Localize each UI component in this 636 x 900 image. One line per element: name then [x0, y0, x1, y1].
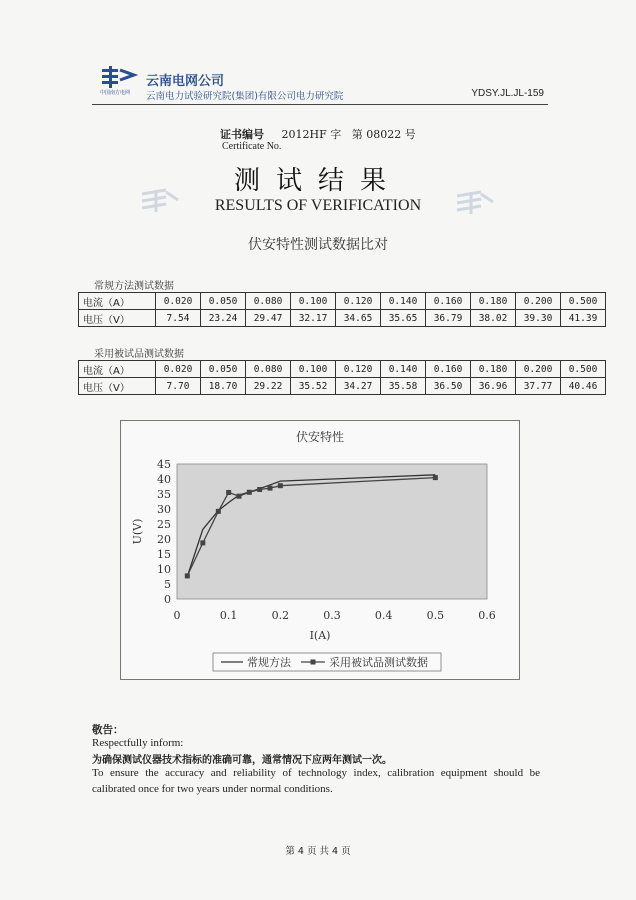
chart-svg: [121, 421, 519, 679]
cell: 0.160: [426, 361, 471, 378]
company-name: 云南电网公司: [146, 74, 225, 89]
document-number: YDSY.JL.JL-159: [471, 88, 544, 99]
y-tick-label: 20: [157, 533, 171, 546]
certificate-number-line: [220, 126, 416, 142]
x-tick-label: 0.4: [374, 609, 393, 622]
cell: 0.120: [336, 361, 381, 378]
certificate-number-prefix: 2012HF 字: [281, 128, 342, 141]
cell: 0.100: [291, 293, 336, 310]
data-point: [257, 487, 262, 492]
cell: 7.70: [156, 378, 201, 395]
x-axis-label: I(A): [309, 629, 331, 642]
cell: 0.020: [156, 293, 201, 310]
y-tick-label: 10: [157, 563, 171, 576]
y-tick-label: 0: [164, 593, 171, 606]
x-tick-label: 0.5: [426, 609, 445, 622]
data-point: [247, 490, 252, 495]
institute-name: 云南电力试验研究院(集团)有限公司电力研究院: [146, 91, 344, 102]
cell: 0.160: [426, 293, 471, 310]
y-tick-label: 35: [157, 488, 171, 501]
cell: 34.27: [336, 378, 381, 395]
page-title-en: RESULTS OF VERIFICATION: [214, 197, 422, 214]
x-tick-label: 0.1: [219, 609, 238, 622]
notice-heading-cn: 敬告：: [92, 724, 124, 736]
cell: 0.180: [471, 361, 516, 378]
plot-area: [177, 464, 487, 599]
data-point: [237, 494, 242, 499]
row-label: 电流（A）: [79, 361, 156, 378]
data-point: [278, 483, 283, 488]
cell: 29.47: [246, 310, 291, 327]
logo-caption: 中国南方电网: [100, 90, 131, 96]
table-row: [79, 361, 606, 378]
section-label-conventional: 常规方法测试数据: [94, 281, 174, 292]
y-tick-label: 15: [157, 548, 171, 561]
cell: 0.020: [156, 361, 201, 378]
table-conventional: [78, 292, 606, 327]
row-label: 电压（V）: [79, 378, 156, 395]
cell: 0.100: [291, 361, 336, 378]
header-rule: [92, 104, 548, 105]
cell: 35.58: [381, 378, 426, 395]
notice-text-cn: 为确保测试仪器技术指标的准确可靠，通常情况下应两年测试一次。: [92, 755, 392, 766]
data-point: [216, 509, 221, 514]
page-title-cn: 测试结果: [233, 166, 402, 196]
page-footer: 第 4 页 共 4 页: [285, 846, 351, 857]
page-subtitle: 伏安特性测试数据比对: [248, 237, 388, 253]
cell: 35.52: [291, 378, 336, 395]
cell: 0.050: [201, 293, 246, 310]
cell: 36.96: [471, 378, 516, 395]
cell: 0.200: [516, 293, 561, 310]
cell: 37.77: [516, 378, 561, 395]
cell: 36.79: [426, 310, 471, 327]
notice-text-en: To ensure the accuracy and reliability of technology index, calibration equipment should be calibrated once for two years under normal conditions.: [92, 767, 540, 795]
x-tick-label: 0.6: [478, 609, 496, 622]
cell: 7.54: [156, 310, 201, 327]
x-tick-label: 0.3: [323, 609, 341, 622]
legend-marker-series-2: [311, 660, 316, 665]
cell: 0.500: [561, 361, 606, 378]
cell: 0.120: [336, 293, 381, 310]
cell: 18.70: [201, 378, 246, 395]
y-axis-label: U(V): [131, 518, 144, 545]
cell: 0.140: [381, 293, 426, 310]
y-tick-label: 30: [157, 503, 171, 516]
certificate-label-cn: 证书编号: [220, 128, 264, 141]
row-label: 电压（V）: [79, 310, 156, 327]
data-point: [226, 490, 231, 495]
certificate-label-en: Certificate No.: [222, 141, 282, 152]
legend-label-series-1: 常规方法: [247, 656, 291, 669]
x-tick-label: 0.2: [271, 609, 290, 622]
cell: 0.050: [201, 361, 246, 378]
table-row: [79, 293, 606, 310]
certificate-number: 第 08022 号: [351, 128, 416, 141]
cell: 38.02: [471, 310, 516, 327]
table-tested: [78, 360, 606, 395]
data-point: [185, 573, 190, 578]
cell: 41.39: [561, 310, 606, 327]
chart-title: 伏安特性: [295, 430, 345, 444]
data-point: [200, 540, 205, 545]
cell: 0.080: [246, 293, 291, 310]
table-row: [79, 310, 606, 327]
data-point: [268, 486, 273, 491]
cell: 35.65: [381, 310, 426, 327]
y-tick-label: 5: [164, 578, 171, 591]
notice-heading-en: Respectfully inform:: [92, 737, 184, 749]
table-row: [79, 378, 606, 395]
cell: 0.500: [561, 293, 606, 310]
cell: 0.080: [246, 361, 291, 378]
cell: 36.50: [426, 378, 471, 395]
cell: 0.180: [471, 293, 516, 310]
cell: 23.24: [201, 310, 246, 327]
cell: 34.65: [336, 310, 381, 327]
x-tick-label: 0: [173, 609, 181, 622]
cell: 29.22: [246, 378, 291, 395]
vi-chart: [120, 420, 520, 680]
cell: 39.30: [516, 310, 561, 327]
legend-label-series-2: 采用被试品测试数据: [329, 656, 428, 669]
y-tick-label: 40: [157, 473, 171, 486]
y-tick-label: 45: [157, 458, 171, 471]
cell: 0.200: [516, 361, 561, 378]
y-tick-label: 25: [157, 518, 171, 531]
cell: 32.17: [291, 310, 336, 327]
cell: 40.46: [561, 378, 606, 395]
cell: 0.140: [381, 361, 426, 378]
row-label: 电流（A）: [79, 293, 156, 310]
section-label-tested: 采用被试品测试数据: [94, 349, 184, 360]
data-point: [433, 475, 438, 480]
